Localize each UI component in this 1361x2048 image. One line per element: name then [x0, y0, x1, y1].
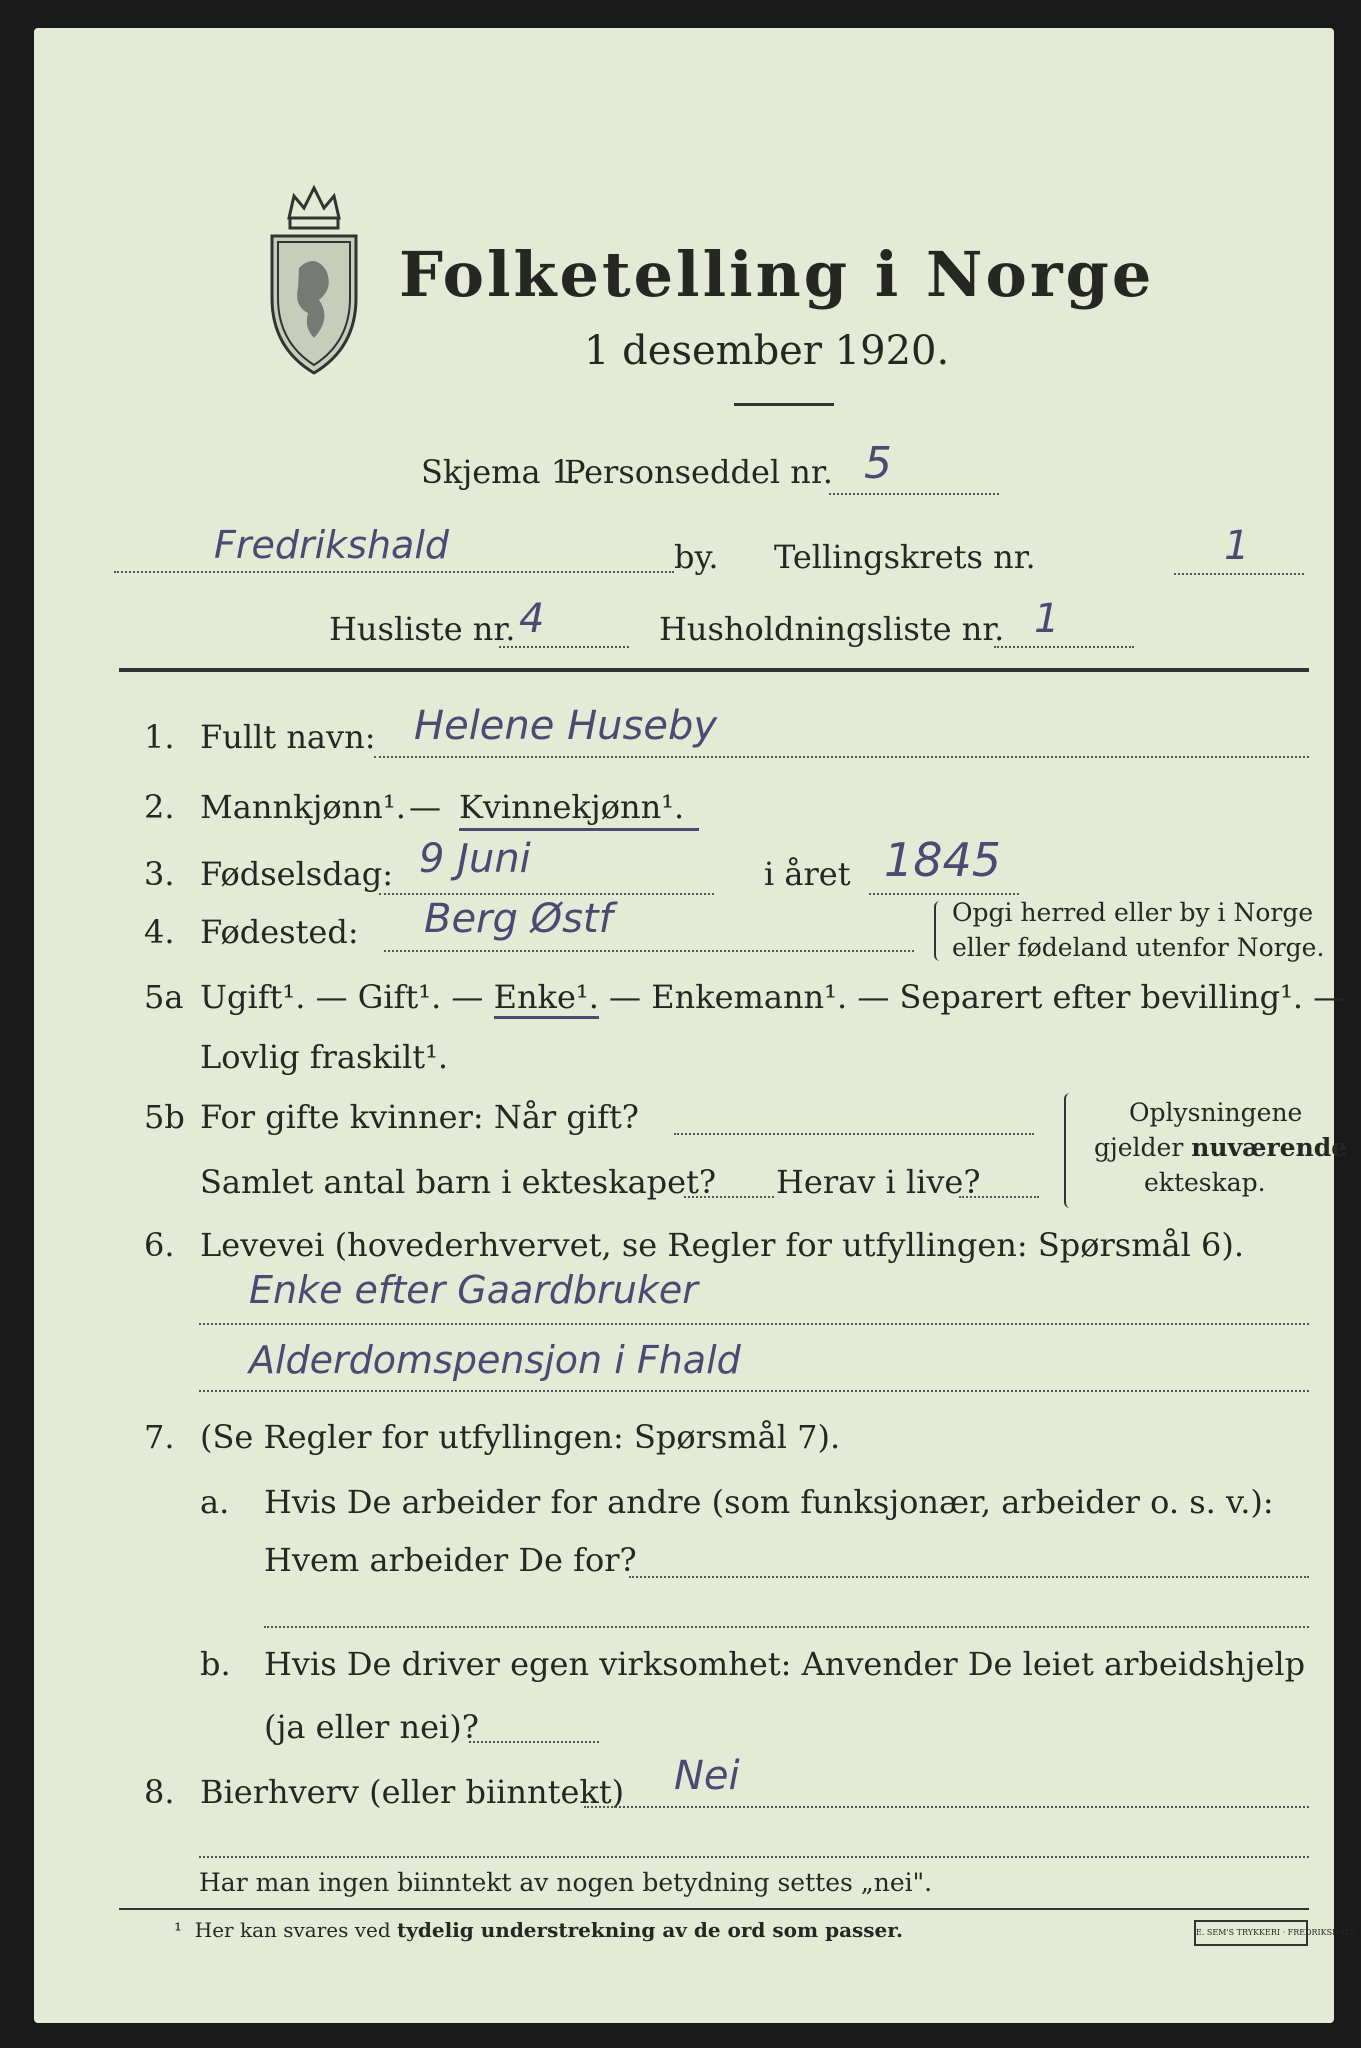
q7b-text: Hvis De driver egen virksomhet: Anvender De leiet arbeidshjelp	[264, 1645, 1306, 1683]
personseddel-line	[829, 493, 999, 495]
footer-note: Har man ingen biinntekt av nogen betydning settes „nei".	[199, 1868, 933, 1897]
footnote	[174, 1918, 903, 1942]
tellingskrets-label: Tellingskrets nr.	[774, 538, 1036, 576]
birth-year-line	[869, 893, 1019, 895]
occupation-line-2	[199, 1390, 1309, 1392]
female-underline	[459, 828, 699, 831]
q3-label: Fødselsdag:	[200, 855, 394, 893]
occupation-line-1	[199, 1323, 1309, 1325]
q2-separator: —	[409, 788, 441, 826]
coat-of-arms-icon	[264, 178, 364, 378]
male-option[interactable]: Mannkjønn¹.	[200, 788, 406, 826]
q8-number: 8.	[144, 1773, 175, 1811]
q6-number: 6.	[144, 1226, 175, 1264]
hired-help-line[interactable]	[469, 1741, 599, 1743]
q6-label: Levevei (hovederhvervet, se Regler for utfyllingen: Spørsmål 6).	[200, 1226, 1245, 1264]
q3-number: 3.	[144, 855, 175, 893]
female-option[interactable]: Kvinnekjønn¹.	[459, 788, 685, 826]
footnote-text-b: tydelig understrekning av de ord som passer.	[397, 1918, 903, 1942]
husholdning-line	[994, 646, 1134, 648]
marital-status-options	[200, 978, 1345, 1016]
q7b-number: b.	[200, 1645, 231, 1683]
q4-number: 4.	[144, 913, 175, 951]
birthplace-line	[384, 950, 914, 952]
employer-line-2[interactable]	[264, 1626, 1309, 1628]
by-label: by.	[674, 538, 719, 576]
husliste-value[interactable]: 4	[519, 596, 545, 642]
side-income-line	[584, 1806, 1309, 1808]
personseddel-value[interactable]: 5	[864, 438, 892, 489]
q4-note-brace	[934, 901, 946, 961]
printer-stamp: E. SEM'S TRYKKERI · FREDRIKSHALD	[1194, 1920, 1308, 1946]
marital-options-before[interactable]: Ugift¹. — Gift¹. —	[200, 978, 494, 1016]
employer-line[interactable]	[629, 1576, 1309, 1578]
census-date: 1 desember 1920.	[584, 328, 950, 374]
q1-label: Fullt navn:	[200, 718, 376, 756]
title-divider	[734, 403, 834, 406]
census-form	[34, 28, 1357, 2023]
birthday-value[interactable]: 9 Juni	[419, 836, 531, 882]
children-total-line[interactable]	[684, 1196, 774, 1198]
divorced-option[interactable]: Lovlig fraskilt¹.	[200, 1038, 449, 1076]
side-income-line-2[interactable]	[199, 1856, 1309, 1858]
q1-number: 1.	[144, 718, 175, 756]
q5b-note-brace	[1064, 1093, 1076, 1208]
q5b-note-nuvaerende: nuværende	[1191, 1133, 1348, 1162]
birthplace-value[interactable]: Berg Østf	[424, 896, 613, 942]
q7-number: 7.	[144, 1418, 175, 1456]
q7b-question: (ja eller nei)?	[264, 1708, 479, 1746]
tellingskrets-value[interactable]: 1	[1224, 523, 1250, 569]
year-label: i året	[764, 855, 851, 893]
q5a-number: 5a	[144, 978, 184, 1016]
marital-options-after[interactable]: — Enkemann¹. — Separert efter bevilling¹. —	[598, 978, 1346, 1016]
q5b-note-line3: ekteskap.	[1144, 1168, 1266, 1197]
side-income-value[interactable]: Nei	[674, 1753, 740, 1799]
q4-note-line1: Opgi herred eller by i Norge	[952, 898, 1314, 927]
q5b-note-line1: Oplysningene	[1129, 1098, 1303, 1127]
q2-number: 2.	[144, 788, 175, 826]
full-name-value[interactable]: Helene Huseby	[414, 703, 718, 749]
q7-label: (Se Regler for utfyllingen: Spørsmål 7).	[200, 1418, 841, 1456]
husliste-label: Husliste nr.	[329, 610, 516, 648]
footnote-mark: ¹	[174, 1918, 183, 1942]
children-alive-line[interactable]	[959, 1196, 1039, 1198]
by-value[interactable]: Fredrikshald	[214, 523, 450, 567]
q8-label: Bierhverv (eller biinntekt)	[200, 1773, 625, 1811]
children-total-label: Samlet antal barn i ekteskapet?	[200, 1163, 717, 1201]
personseddel-label: Personseddel nr.	[564, 453, 833, 491]
occupation-value-1[interactable]: Enke efter Gaardbruker	[249, 1268, 698, 1312]
q4-note-line2: eller fødeland utenfor Norge.	[952, 933, 1325, 962]
tellingskrets-line	[1174, 573, 1304, 575]
schema-label: Skjema 1.	[421, 453, 582, 491]
children-alive-label: Herav i live?	[776, 1163, 981, 1201]
occupation-value-2[interactable]: Alderdomspensjon i Fhald	[249, 1338, 741, 1382]
q5b-note-gjelder: gjelder	[1094, 1133, 1192, 1162]
husholdning-label: Husholdningsliste nr.	[659, 610, 1005, 648]
full-name-line	[374, 756, 1309, 758]
footnote-text-a: Her kan svares ved	[194, 1918, 398, 1942]
header-divider	[119, 668, 1309, 672]
widow-option[interactable]: Enke¹.	[494, 978, 599, 1019]
married-when-label: For gifte kvinner: Når gift?	[200, 1098, 639, 1136]
q4-label: Fødested:	[200, 913, 359, 951]
q5b-note-line2	[1094, 1133, 1347, 1162]
q7a-number: a.	[200, 1483, 230, 1521]
q7a-text: Hvis De arbeider for andre (som funksjonær, arbeider o. s. v.):	[264, 1483, 1274, 1521]
birth-year-value[interactable]: 1845	[884, 833, 1002, 887]
q5b-number: 5b	[144, 1098, 185, 1136]
husholdning-value[interactable]: 1	[1034, 596, 1060, 642]
married-when-line[interactable]	[674, 1133, 1034, 1135]
footer-divider	[119, 1908, 1309, 1910]
birthday-line	[379, 893, 714, 895]
q7a-question: Hvem arbeider De for?	[264, 1541, 637, 1579]
husliste-line	[499, 646, 629, 648]
by-line	[114, 571, 674, 573]
form-title: Folketelling i Norge	[399, 238, 1155, 311]
